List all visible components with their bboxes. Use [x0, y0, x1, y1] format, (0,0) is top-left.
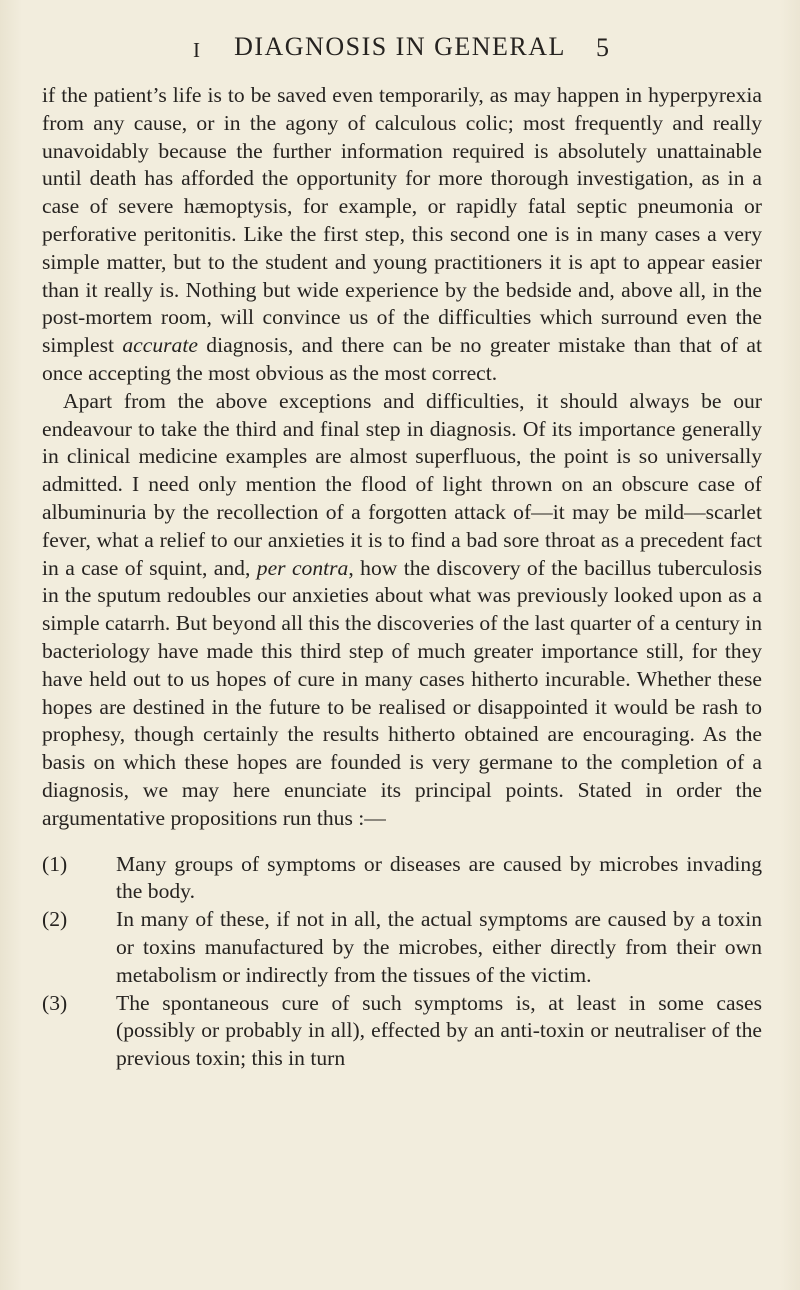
list-item: [42, 990, 762, 1073]
item-text: Many groups of symptoms or diseases are caused by microbes invading the body.: [116, 851, 762, 904]
paragraph-text: if the patient’s life is to be saved even temporarily, as may happen in hyperpyrexia from any cause, or in the agony of calculous colic; most frequently and really unavoidably because the further information required is absolutely unattainable until death has afforded the opportunity for more thorough investigation, as in a case of severe hæmoptysis, for example, or rapidly fatal septic pneumonia or perforative peritonitis. Like the first step, this second one is in many cases a very simple matter, but to the student and young practitioners it is apt to appear easier than it really is. Nothing but wide experience by the bedside and, above all, in the post-mortem room, will convince us of the difficulties which surround even the simplest: [42, 83, 762, 358]
paragraph-text-continued: , how the discovery of the bacillus tuberculosis in the sputum redoubles our anxieties about what was previously looked upon as a simple catarrh. But beyond all this the discoveries of the last quarter of a century in bacteriology have made this third step of much greater importance still, for they have held out to us hopes of cure in many cases hitherto incurable. Whether these hopes are destined in the future to be realised or disappointed it would be rash to prophesy, though certainly the results hitherto obtained are encouraging. As the basis on which these hopes are founded is very germane to the completion of a diagnosis, we may here enunciate its principal points. Stated in order the argumentative propositions run thus :—: [42, 555, 763, 830]
item-number: (1): [42, 851, 68, 876]
item-number: (2): [42, 907, 68, 932]
paragraph: [42, 82, 762, 388]
paragraph: [42, 388, 762, 833]
chapter-number: I: [193, 38, 200, 62]
list-item: [42, 851, 762, 907]
body-text: [42, 82, 762, 1073]
list-item: [42, 906, 762, 989]
paragraph-text: Apart from the above exceptions and difficulties, it should always be our endeavour to take the third and final step in diagnosis. Of its importance generally in clinical medicine examples are almost superfluous, the point is so universally admitted. I need only mention the flood of light thrown on an obscure case of albuminuria by the recollection of a forgotten attack of—it may be mild—scarlet fever, what a relief to our anxieties it is to find a bad sore throat as a precedent fact in a case of squint, and,: [42, 388, 762, 580]
italic-term: per contra: [256, 555, 349, 580]
page-header: [0, 32, 800, 72]
paragraph-text-continued: diagnosis, and there can be no greater mistake than that of at once accepting the most obvious as the most correct.: [42, 333, 762, 385]
italic-term: accurate: [122, 333, 198, 358]
item-text: In many of these, if not in all, the actual symptoms are caused by a toxin or toxins manufactured by the microbes, either directly from their own metabolism or indirectly from the tissues of the victim.: [116, 907, 762, 987]
page-number: 5: [596, 33, 609, 62]
running-head: DIAGNOSIS IN GENERAL: [234, 32, 566, 61]
propositions-list: [42, 851, 762, 1073]
item-number: (3): [42, 990, 68, 1015]
item-text: The spontaneous cure of such symptoms is, at least in some cases (possibly or probably in all), effected by an anti-toxin or neutraliser of the previous toxin; this in turn: [116, 990, 762, 1071]
